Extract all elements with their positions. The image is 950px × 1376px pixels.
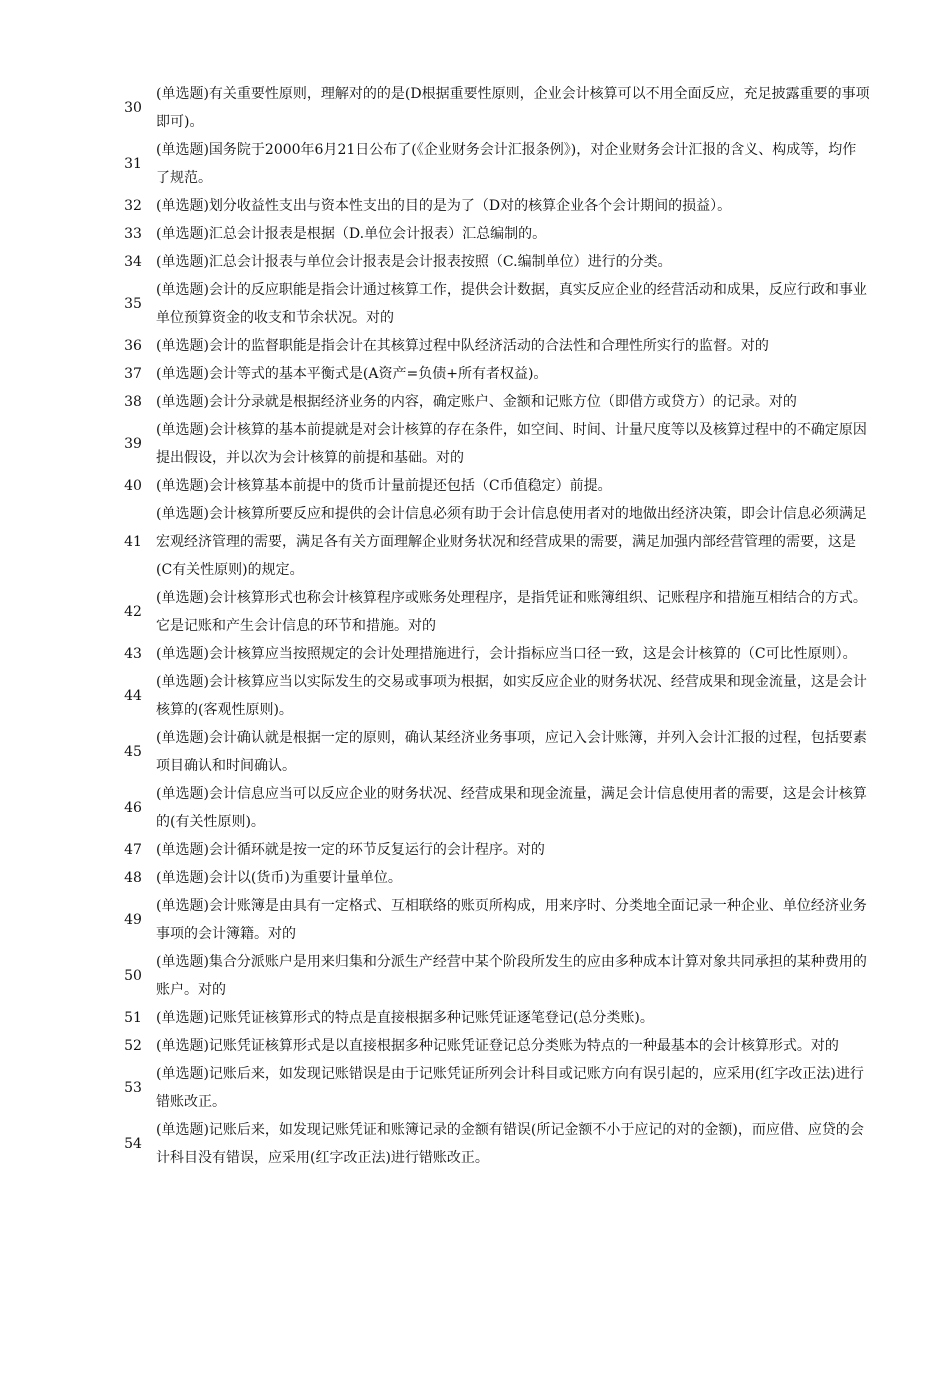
question-number: 49 bbox=[124, 912, 142, 928]
question-number: 47 bbox=[124, 842, 142, 858]
question-row bbox=[110, 416, 870, 472]
question-row bbox=[110, 276, 870, 332]
question-row bbox=[110, 220, 870, 248]
question-text: (单选题)有关重要性原则，理解对的的是(D根据重要性原则，企业会计核算可以不用全面反应，充足披露重要的事项即可)。 bbox=[156, 86, 870, 130]
question-number: 51 bbox=[124, 1010, 142, 1026]
question-text: (单选题)会计分录就是根据经济业务的内容，确定账户、金额和记账方位（即借方或贷方）的记录。对的 bbox=[156, 394, 797, 410]
question-row bbox=[110, 864, 870, 892]
question-text: (单选题)集合分派账户是用来归集和分派生产经营中某个阶段所发生的应由多种成本计算对象共同承担的某种费用的账户。对的 bbox=[156, 954, 867, 998]
question-text: (单选题)会计的监督职能是指会计在其核算过程中队经济活动的合法性和合理性所实行的监督。对的 bbox=[156, 338, 769, 354]
question-row bbox=[110, 1116, 870, 1172]
question-number: 34 bbox=[124, 254, 142, 270]
question-number: 52 bbox=[124, 1038, 142, 1054]
question-row bbox=[110, 1004, 870, 1032]
question-number: 40 bbox=[124, 478, 142, 494]
question-number: 38 bbox=[124, 394, 142, 410]
question-row bbox=[110, 640, 870, 668]
question-number: 36 bbox=[124, 338, 142, 354]
question-row bbox=[110, 388, 870, 416]
question-text: (单选题)记账凭证核算形式的特点是直接根据多种记账凭证逐笔登记(总分类账)。 bbox=[156, 1010, 654, 1026]
question-row bbox=[110, 892, 870, 948]
question-number: 30 bbox=[124, 100, 142, 116]
question-row bbox=[110, 836, 870, 864]
question-list bbox=[110, 80, 870, 1172]
question-row bbox=[110, 136, 870, 192]
question-text: (单选题)记账凭证核算形式是以直接根据多种记账凭证登记总分类账为特点的一种最基本的会计核算形式。对的 bbox=[156, 1038, 839, 1054]
question-text: (单选题)会计核算应当以实际发生的交易或事项为根据，如实反应企业的财务状况、经营成果和现金流量，这是会计核算的(客观性原则)。 bbox=[156, 674, 867, 718]
question-text: (单选题)会计核算应当按照规定的会计处理措施进行，会计指标应当口径一致，这是会计核算的（C可比性原则）。 bbox=[156, 646, 857, 662]
question-number: 31 bbox=[124, 156, 142, 172]
question-row bbox=[110, 584, 870, 640]
question-row bbox=[110, 248, 870, 276]
question-row bbox=[110, 1060, 870, 1116]
question-text: (单选题)会计核算所要反应和提供的会计信息必须有助于会计信息使用者对的地做出经济决策，即会计信息必须满足宏观经济管理的需要，满足各有关方面理解企业财务状况和经营成果的需要，满足加强内部经营管理的需要，这是(C有关性原则)的规定。 bbox=[156, 506, 867, 578]
question-row bbox=[110, 332, 870, 360]
question-number: 44 bbox=[124, 688, 142, 704]
question-number: 48 bbox=[124, 870, 142, 886]
question-row bbox=[110, 472, 870, 500]
question-text: (单选题)会计循环就是按一定的环节反复运行的会计程序。对的 bbox=[156, 842, 545, 858]
question-text: (单选题)划分收益性支出与资本性支出的目的是为了（D对的核算企业各个会计期间的损益）。 bbox=[156, 198, 732, 214]
question-number: 33 bbox=[124, 226, 142, 242]
question-text: (单选题)会计核算的基本前提就是对会计核算的存在条件，如空间、时间、计量尺度等以及核算过程中的不确定原因提出假设，并以次为会计核算的前提和基础。对的 bbox=[156, 422, 867, 466]
question-text: (单选题)会计核算形式也称会计核算程序或账务处理程序，是指凭证和账簿组织、记账程序和措施互相结合的方式。它是记账和产生会计信息的环节和措施。对的 bbox=[156, 590, 867, 634]
question-number: 53 bbox=[124, 1080, 142, 1096]
question-number: 35 bbox=[124, 296, 142, 312]
question-number: 42 bbox=[124, 604, 142, 620]
question-number: 54 bbox=[124, 1136, 142, 1152]
question-text: (单选题)会计账簿是由具有一定格式、互相联络的账页所构成，用来序时、分类地全面记录一种企业、单位经济业务事项的会计簿籍。对的 bbox=[156, 898, 867, 942]
question-text: (单选题)会计的反应职能是指会计通过核算工作，提供会计数据，真实反应企业的经营活动和成果，反应行政和事业单位预算资金的收支和节余状况。对的 bbox=[156, 282, 867, 326]
question-text: (单选题)会计以(货币)为重要计量单位。 bbox=[156, 870, 402, 886]
question-text: (单选题)国务院于2000年6月21日公布了(《企业财务会计汇报条例》)，对企业财务会计汇报的含义、构成等，均作了规范。 bbox=[156, 142, 857, 186]
question-text: (单选题)记账后来，如发现记账错误是由于记账凭证所列会计科目或记账方向有误引起的，应采用(红字改正法)进行错账改正。 bbox=[156, 1066, 864, 1110]
question-row bbox=[110, 724, 870, 780]
question-row bbox=[110, 360, 870, 388]
question-number: 32 bbox=[124, 198, 142, 214]
question-text: (单选题)会计等式的基本平衡式是(A资产=负债+所有者权益)。 bbox=[156, 366, 548, 382]
question-number: 50 bbox=[124, 968, 142, 984]
question-row bbox=[110, 192, 870, 220]
question-text: (单选题)会计确认就是根据一定的原则，确认某经济业务事项，应记入会计账簿，并列入会计汇报的过程，包括要素项目确认和时间确认。 bbox=[156, 730, 867, 774]
question-number: 41 bbox=[124, 534, 142, 550]
question-row bbox=[110, 780, 870, 836]
question-row bbox=[110, 500, 870, 584]
question-number: 39 bbox=[124, 436, 142, 452]
question-number: 43 bbox=[124, 646, 142, 662]
question-number: 37 bbox=[124, 366, 142, 382]
question-number: 46 bbox=[124, 800, 142, 816]
question-text: (单选题)会计核算基本前提中的货币计量前提还包括（C币值稳定）前提。 bbox=[156, 478, 612, 494]
question-text: (单选题)汇总会计报表与单位会计报表是会计报表按照（C.编制单位）进行的分类。 bbox=[156, 254, 672, 270]
question-text: (单选题)记账后来，如发现记账凭证和账簿记录的金额有错误(所记金额不小于应记的对的金额)，而应借、应贷的会计科目没有错误，应采用(红字改正法)进行错账改正。 bbox=[156, 1122, 864, 1166]
question-row bbox=[110, 948, 870, 1004]
question-number: 45 bbox=[124, 744, 142, 760]
question-row bbox=[110, 80, 870, 136]
question-text: (单选题)汇总会计报表是根据（D.单位会计报表）汇总编制的。 bbox=[156, 226, 547, 242]
question-row bbox=[110, 1032, 870, 1060]
question-row bbox=[110, 668, 870, 724]
question-text: (单选题)会计信息应当可以反应企业的财务状况、经营成果和现金流量，满足会计信息使用者的需要，这是会计核算的(有关性原则)。 bbox=[156, 786, 867, 830]
